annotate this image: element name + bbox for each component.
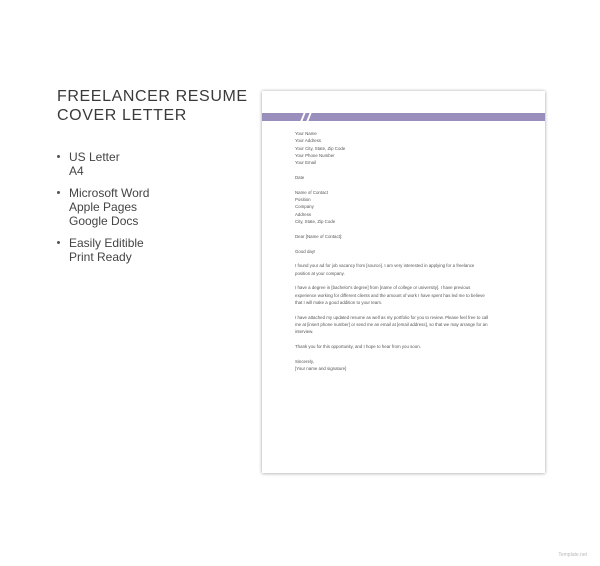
watermark: Template.net xyxy=(558,552,587,558)
recipient-line: Name of Contact xyxy=(295,189,328,195)
closing: Sincerely, xyxy=(295,359,314,365)
title-line-1: FREELANCER RESUME xyxy=(57,88,248,105)
paragraph-line: me at [insert phone number] or send me an email at [email address], so that we may arrange for an xyxy=(295,322,488,328)
sender-line: Your Phone Number xyxy=(295,152,335,158)
letter-body xyxy=(295,130,520,380)
feature-item-paper-sizes xyxy=(57,150,149,178)
paragraph-1 xyxy=(295,262,520,277)
paragraph-line: I have attached my updated resume as well as my portfolio for you to review. Please feel free to call xyxy=(295,314,489,320)
recipient-line: Position xyxy=(295,197,311,203)
paragraph-line: I have a degree in [bachelor's degree] from [name of college or university]. I have previous xyxy=(295,285,471,291)
sender-line: Your City, State, Zip Code xyxy=(295,145,346,151)
feature-text: US Letter xyxy=(69,150,120,164)
title-line-2: COVER LETTER xyxy=(57,107,187,124)
signature: [Your name and signature] xyxy=(295,366,347,372)
paragraph-line: that I will make a good addition to your team. xyxy=(295,300,383,306)
greeting: Good day! xyxy=(295,248,316,254)
recipient-line: Address xyxy=(295,211,312,217)
feature-list xyxy=(57,150,149,272)
paragraph-3 xyxy=(295,314,520,336)
recipient-block xyxy=(295,189,520,225)
document-preview xyxy=(262,91,545,473)
paragraph-line: I found your ad for job vacancy from [source]. I am very interested in applying for a freelance xyxy=(295,263,475,269)
feature-item-editable xyxy=(57,236,149,264)
recipient-line: Company xyxy=(295,204,314,210)
sender-line: Your Email xyxy=(295,160,317,166)
closing-block xyxy=(295,358,520,373)
page-title xyxy=(57,87,248,125)
feature-text: Microsoft Word xyxy=(69,186,150,200)
feature-text: Easily Editible xyxy=(69,236,144,250)
bullet-icon xyxy=(57,155,60,158)
bullet-icon xyxy=(57,191,60,194)
feature-text: A4 xyxy=(69,164,84,178)
paragraph-line: experience working for different clients and the amount of work I have spent has led me to believe xyxy=(295,292,485,298)
salutation: Dear [Name of Contact]: xyxy=(295,233,343,239)
paragraph-2 xyxy=(295,284,520,306)
feature-text: Print Ready xyxy=(69,250,132,264)
paragraph-line: position at your company. xyxy=(295,270,345,276)
feature-text: Google Docs xyxy=(69,214,139,228)
paragraph-line: interview. xyxy=(295,329,314,335)
recipient-line: City, State, Zip Code xyxy=(295,218,336,224)
bullet-icon xyxy=(57,241,60,244)
letter-date: Date xyxy=(295,174,305,180)
sender-line: Your Name xyxy=(295,131,317,136)
sender-block xyxy=(295,130,520,166)
feature-item-formats xyxy=(57,186,149,228)
feature-text: Apple Pages xyxy=(69,200,138,214)
stripe-decoration-icon xyxy=(299,111,315,123)
sender-line: Your Address xyxy=(295,138,321,144)
paragraph-4: Thank you for this opportunity, and I hope to hear from you soon. xyxy=(295,344,421,350)
